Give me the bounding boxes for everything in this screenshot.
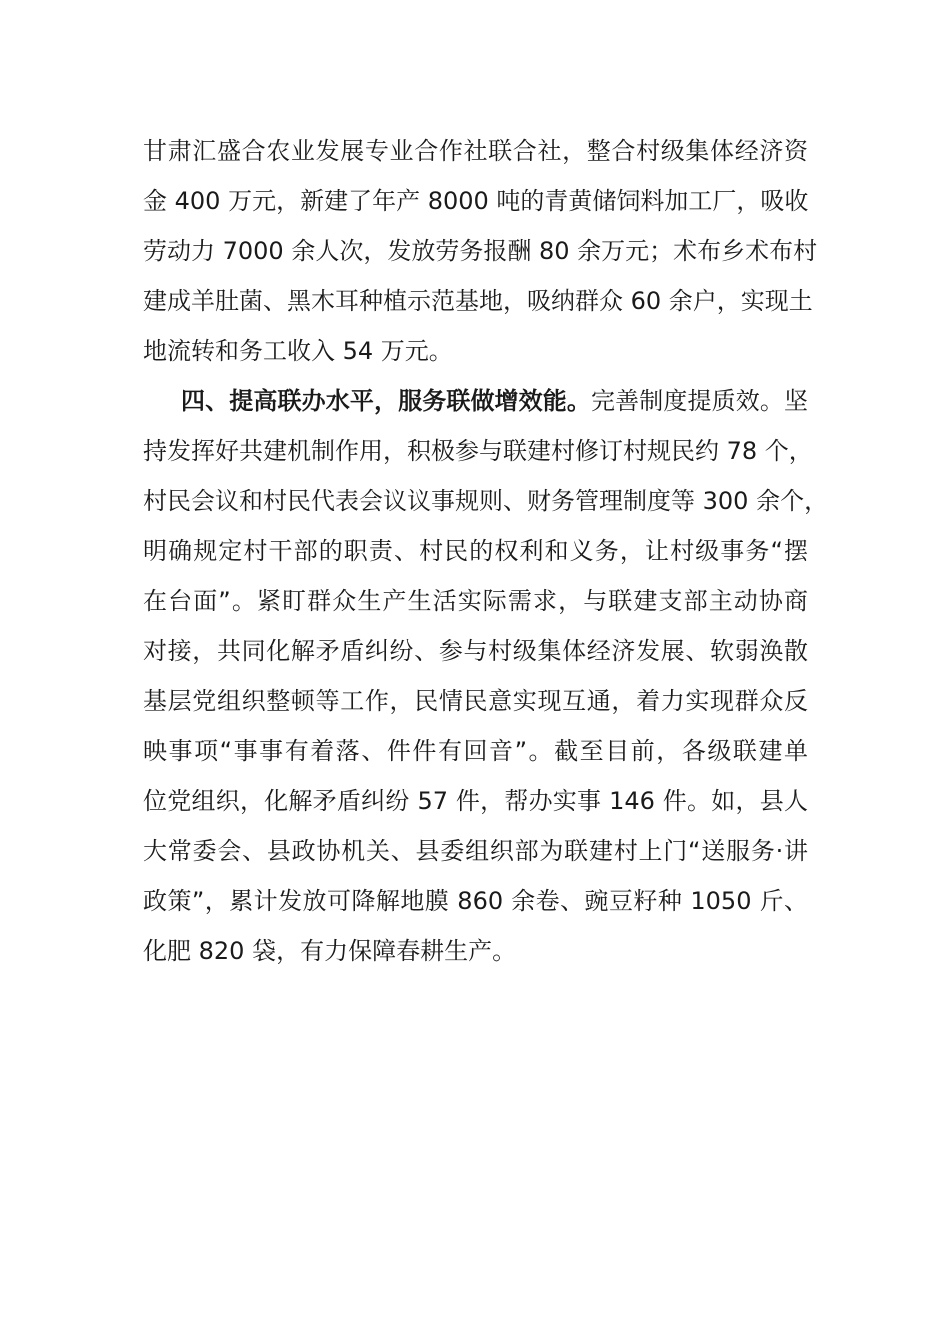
paragraph-1-line-4: 建成羊肚菌、黑木耳种植示范基地，吸纳群众 60 余户，实现土 [143,287,813,315]
paragraph-2-line-10: 大常委会、县政协机关、县委组织部为联建村上门“送服务·讲 [143,837,808,865]
paragraph-1-line-1: 甘肃汇盛合农业发展专业合作社联合社，整合村级集体经济资 [143,137,808,165]
paragraph-1-line-5: 地流转和务工收入 54 万元。 [143,337,453,365]
paragraph-1-line-3: 劳动力 7000 余人次，发放劳务报酬 80 余万元；术布乡术布村 [143,237,818,265]
paragraph-2-line-6: 对接，共同化解矛盾纠纷、参与村级集体经济发展、软弱涣散 [143,637,808,665]
paragraph-2-line-3: 村民会议和村民代表会议议事规则、财务管理制度等 300 余个， [143,487,829,515]
paragraph-2-line-1 [143,376,808,426]
paragraph-2-line-7: 基层党组织整顿等工作，民情民意实现互通，着力实现群众反 [143,687,808,715]
paragraph-2-line-9: 位党组织，化解矛盾纠纷 57 件，帮办实事 146 件。如，县人 [143,787,808,815]
paragraph-2-line-4: 明确规定村干部的职责、村民的权利和义务，让村级事务“摆 [143,537,808,565]
paragraph-2-line-5: 在台面”。紧盯群众生产生活实际需求，与联建支部主动协商 [143,587,808,615]
paragraph-2-line-11: 政策”，累计发放可降解地膜 860 余卷、豌豆籽种 1050 斤、 [143,887,808,915]
paragraph-2-line-12: 化肥 820 袋，有力保障春耕生产。 [143,937,517,965]
paragraph-2-line-2: 持发挥好共建机制作用，积极参与联建村修订村规民约 78 个， [143,437,813,465]
paragraph-1-line-2: 金 400 万元，新建了年产 8000 吨的青黄储饲料加工厂，吸收 [143,187,809,215]
paragraph-2-line-8: 映事项“事事有着落、件件有回音”。截至目前，各级联建单 [143,737,808,765]
paragraph-2-line-1-text: 完善制度提质效。坚 [591,387,809,415]
body-text [143,126,829,976]
section-heading: 四、提高联办水平，服务联做增效能。 [181,387,592,415]
